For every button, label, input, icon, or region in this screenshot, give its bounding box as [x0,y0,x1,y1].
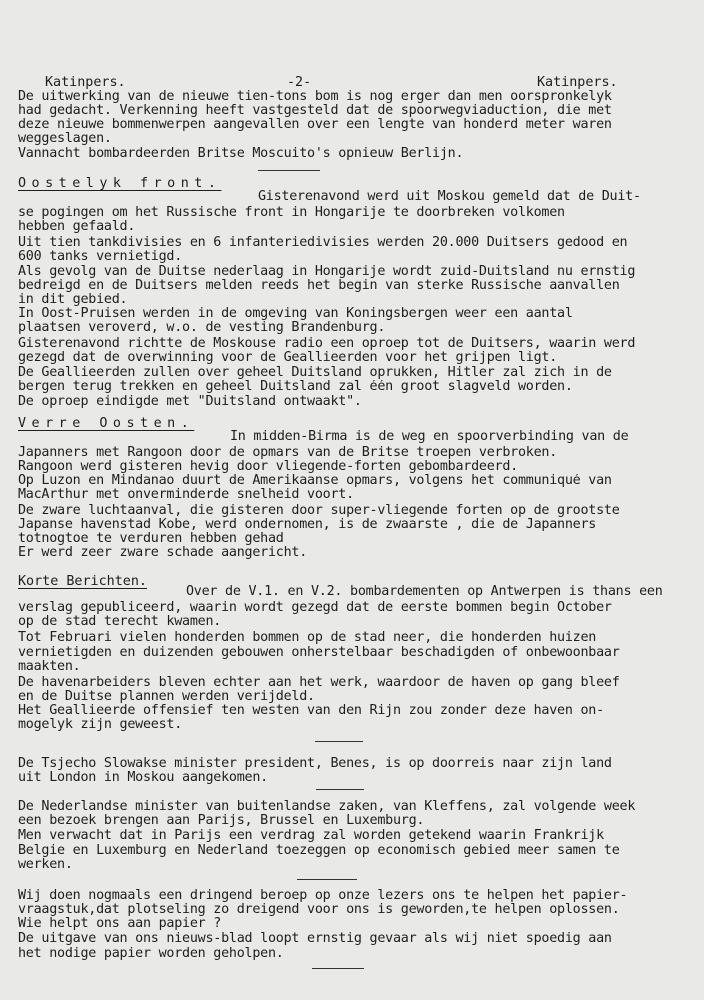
intro-line: deze nieuwe bommenwerpen aangevallen over een lengte van honderd meter waren [18,118,612,132]
kleffens-line: De Nederlandse minister van buitenlandse zaken, van Kleffens, zal volgende week [18,800,636,814]
kleffens-line: werken. [18,858,73,872]
korte-line: en de Duitse plannen werden verijdeld. [18,690,315,704]
korte-line: vernietigden en duizenden gebouwen onherstelbaar beschadigden of onbewoonbaar [18,646,620,660]
separator [312,968,364,969]
verreoosten-line: Er werd zeer zware schade aangericht. [18,546,308,560]
section-heading-oostfront: Oostelyk front. [18,176,222,191]
intro-line: De uitwerking van de nieuwe tien-tons bom is nog erger dan men oorspronkelyk [18,90,612,104]
verreoosten-line: totnogtoe te verduren hebben gehad [18,532,284,546]
korte-line: mogelyk zijn geweest. [18,718,183,732]
oostfront-first-line: Gisterenavond werd uit Moskou gemeld dat de Duit- [258,190,641,204]
oostfront-line: se pogingen om het Russische front in Hongarije te doorbreken volkomen [18,206,565,220]
oostfront-line: bergen terug trekken en geheel Duitsland zal één groot slagveld worden. [18,380,573,394]
korte-line: maakten. [18,660,81,674]
intro-line: had gedacht. Verkenning heeft vastgesteld dat de spoorwegviaduction, die met [18,104,612,118]
oostfront-line: hebben gefaald. [18,220,136,234]
oostfront-line: Uit tien tankdivisies en 6 infanteriedivisies werden 20.000 Duitsers gedood en [18,236,628,250]
separator [258,170,320,171]
korte-line: verslag gepubliceerd, waarin wordt gezegd dat de eerste bommen begin October [18,601,612,615]
verreoosten-line: Japanners met Rangoon door de opmars van de Britse troepen verbroken. [18,446,558,460]
benes-line: uit London in Moskou aangekomen. [18,771,268,785]
intro-line: weggeslagen. [18,132,112,146]
verreoosten-line: Rangoon werd gisteren hevig door vliegende-forten gebombardeerd. [18,460,518,474]
header-left: Katinpers. [45,75,126,90]
header-right: Katinpers. [537,75,618,90]
oostfront-line: bedreigd en de Duitsers melden reeds het begin van sterke Russische aanvallen [18,279,620,293]
verreoosten-line: MacArthur met onverminderde snelheid voort. [18,488,354,502]
intro-line: Vannacht bombardeerden Britse Moscuito's opnieuw Berlijn. [18,147,464,161]
oproep-line: Wie helpt ons aan papier ? [18,917,222,931]
oostfront-line: De oproep eindigde met "Duitsland ontwaakt". [18,395,362,409]
oostfront-line: plaatsen veroverd, w.o. de vesting Brandenburg. [18,321,386,335]
korte-line: op de stad terecht kwamen. [18,615,222,629]
oostfront-line: 600 tanks vernietigd. [18,250,183,264]
oostfront-line: In Oost-Pruisen werden in de omgeving van Koningsbergen weer een aantal [18,307,573,321]
oostfront-line: Als gevolg van de Duitse nederlaag in Hongarije wordt zuid-Duitsland nu ernstig [18,265,636,279]
korte-line: Het Geallieerde offensief ten westen van den Rijn zou zonder deze haven on- [18,704,604,718]
verreoosten-line: Japanse havenstad Kobe, werd ondernomen, is de zwaarste , die de Japanners [18,518,597,532]
korte-first-line: Over de V.1. en V.2. bombardementen op Antwerpen is thans een [186,585,663,599]
oostfront-line: De Geallieerden zullen over geheel Duitsland oprukken, Hitler zal zich in de [18,366,612,380]
oproep-line: De uitgave van ons nieuws-blad loopt ernstig gevaar als wij niet spoedig aan [18,932,612,946]
oproep-line: Wij doen nogmaals een dringend beroep op onze lezers ons te helpen het papier- [18,889,628,903]
benes-line: De Tsjecho Slowakse minister president, Benes, is op doorreis naar zijn land [18,757,612,771]
page-number: -2- [287,75,312,90]
korte-line: De havenarbeiders bleven echter aan het werk, waardoor de haven op gang bleef [18,676,620,690]
separator [315,741,363,742]
oostfront-line: in dit gebied. [18,293,128,307]
verreoosten-first-line: In midden-Birma is de weg en spoorverbinding van de [230,430,629,444]
korte-line: Tot Februari vielen honderden bommen op de stad neer, die honderden huizen [18,631,597,645]
verreoosten-line: De zware luchtaanval, die gisteren door super-vliegende forten op de grootste [18,504,620,518]
oproep-line: vraagstuk,dat plotseling zo dreigend voor ons is geworden,te helpen oplossen. [18,903,620,917]
verreoosten-line: Op Luzon en Mindanao duurt de Amerikaanse opmars, volgens het communiqué van [18,474,612,488]
section-heading-korte-berichten: Korte Berichten. [18,574,147,589]
section-heading-verreoosten: Verre Oosten. [18,416,195,431]
kleffens-line: Men verwacht dat in Parijs een verdrag zal worden getekend waarin Frankrijk [18,829,604,843]
separator [316,789,364,790]
oostfront-line: gezegd dat de overwinning voor de Geallieerden voor het grijpen ligt. [18,351,558,365]
oproep-line: het nodige papier worden geholpen. [18,947,284,961]
oostfront-line: Gisterenavond richtte de Moskouse radio een oproep tot de Duitsers, waarin werd [18,337,636,351]
kleffens-line: een bezoek brengen aan Parijs, Brussel en Luxemburg. [18,814,425,828]
separator [297,879,357,880]
kleffens-line: Belgie en Luxemburg en Nederland toezeggen op economisch gebied meer samen te [18,844,620,858]
